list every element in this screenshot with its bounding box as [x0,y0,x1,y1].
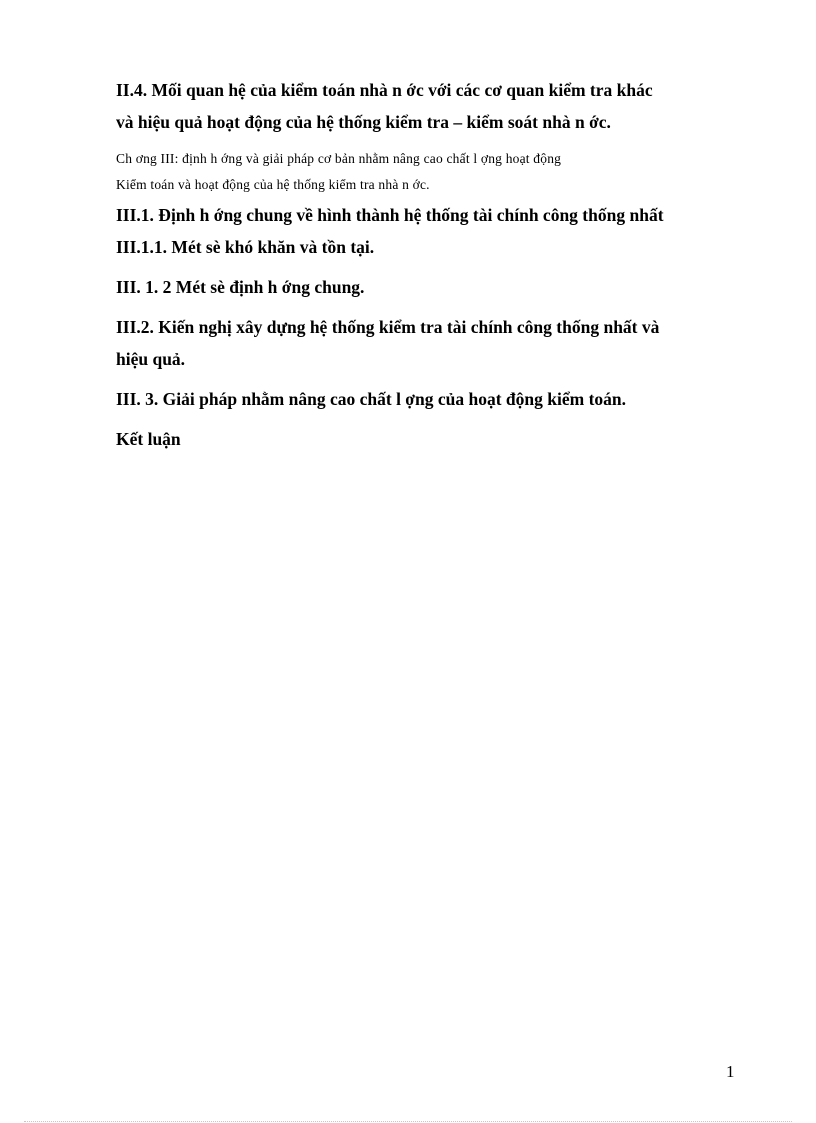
toc-line-section-3-3: III. 3. Giải pháp nhằm nâng cao chất l ợng của hoạt động kiểm toán. [116,389,627,409]
table-of-contents [116,74,739,455]
toc-line-conclusion: Kết luận [116,429,181,449]
toc-line-section-3-1: III.1. Định h ớng chung về hình thành hệ thống tài chính công thống nhất [116,205,664,225]
toc-line-section-3-2: III.2. Kiến nghị xây dựng hệ thống kiểm tra tài chính công thống nhất và [116,317,660,337]
toc-line-chapter-3-continued: Kiểm toán và hoạt động của hệ thống kiểm tra nhà n ớc. [116,177,430,192]
page-bottom-border [24,1121,792,1122]
toc-line-section-3-2-continued: hiệu quả. [116,349,186,369]
toc-line-chapter-3: Ch ơng III: định h ớng và giải pháp cơ bản nhằm nâng cao chất l ợng hoạt động [116,151,562,166]
toc-line-section-2-4-continued: và hiệu quả hoạt động của hệ thống kiểm tra – kiểm soát nhà n ớc. [116,112,611,132]
toc-line-section-2-4: II.4. Mối quan hệ của kiểm toán nhà n ớc với các cơ quan kiểm tra khác [116,80,653,100]
toc-line-section-3-1-2: III. 1. 2 Mét sè định h ớng chung. [116,277,365,297]
toc-line-section-3-1-1: III.1.1. Mét sè khó khăn và tồn tại. [116,237,375,257]
page-number: 1 [726,1062,735,1081]
